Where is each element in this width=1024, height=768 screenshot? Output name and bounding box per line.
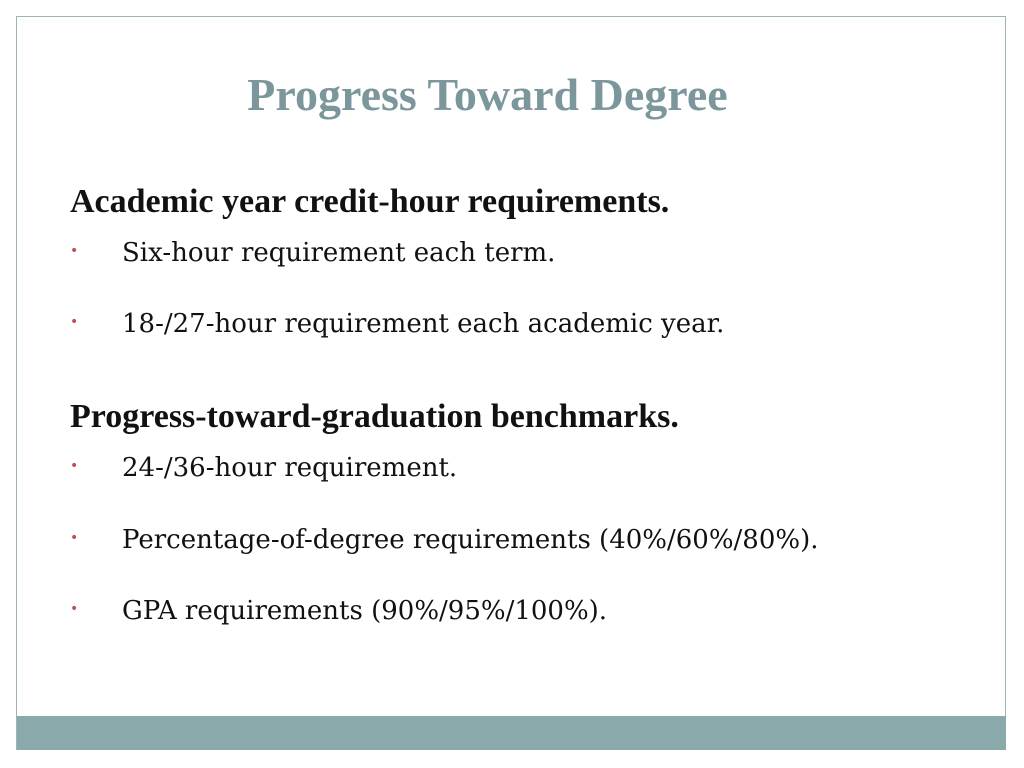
footer-bar — [17, 716, 1006, 750]
bullet-dot-icon: • — [70, 314, 79, 330]
bullet-dot-icon: • — [70, 601, 79, 617]
bullet-item — [70, 525, 819, 555]
bullet-text: 18-/27-hour requirement each academic year. — [122, 309, 725, 339]
section-heading-credit-hours: Academic year credit-hour requirements. — [70, 183, 670, 220]
bullet-dot-icon: • — [70, 243, 79, 259]
bullet-dot-icon: • — [70, 530, 79, 546]
bullet-text: Percentage-of-degree requirements (40%/60%/80%). — [122, 525, 819, 555]
bullet-item — [70, 238, 555, 268]
slide-title: Progress Toward Degree — [247, 69, 728, 120]
bullet-item — [70, 309, 724, 339]
bullet-dot-icon: • — [70, 458, 79, 474]
bullet-item — [70, 453, 457, 483]
slide-frame — [16, 16, 1006, 750]
bullet-text: 24-/36-hour requirement. — [122, 453, 458, 483]
bullet-text: GPA requirements (90%/95%/100%). — [122, 596, 608, 626]
bullet-item — [70, 596, 607, 626]
section-heading-benchmarks: Progress-toward-graduation benchmarks. — [70, 398, 679, 435]
bullet-text: Six-hour requirement each term. — [122, 238, 556, 268]
